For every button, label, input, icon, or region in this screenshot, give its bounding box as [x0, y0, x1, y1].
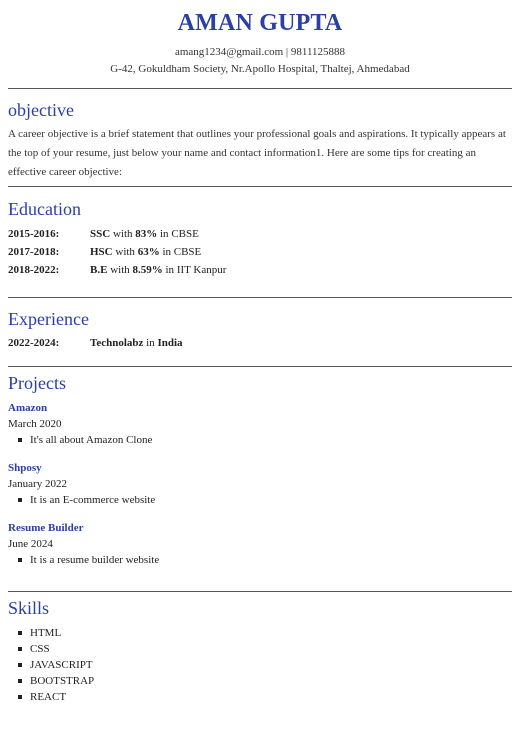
education-row: [8, 261, 512, 279]
education-score: 83%: [135, 228, 158, 240]
phone-text[interactable]: 9811125888: [290, 46, 346, 58]
education-detail: [90, 261, 226, 279]
project-date: January 2022: [8, 478, 67, 490]
skills-section: [8, 597, 512, 705]
experience-detail: [90, 334, 183, 352]
contact-line: [8, 44, 512, 60]
education-in: in: [165, 264, 175, 276]
education-years: 2018-2022:: [8, 264, 60, 276]
projects-section: [8, 372, 512, 568]
section-divider: [8, 366, 512, 367]
education-title: Education: [8, 199, 81, 219]
skill-item: REACT: [8, 689, 512, 705]
project-desc-list: [8, 552, 512, 568]
education-years: 2015-2016:: [8, 228, 60, 240]
education-row: [8, 225, 512, 243]
education-degree: SSC: [90, 228, 111, 240]
experience-section: [8, 308, 512, 352]
education-with: with: [110, 264, 130, 276]
skill-item: CSS: [8, 641, 512, 657]
education-years: 2017-2018:: [8, 246, 60, 258]
experience-location: India: [157, 337, 183, 349]
education-score: 8.59%: [132, 264, 163, 276]
experience-in: in: [146, 337, 155, 349]
email-text[interactable]: amang1234@gmail.com: [174, 46, 284, 58]
projects-title: Projects: [8, 373, 66, 393]
education-with: with: [112, 228, 133, 240]
education-in: in: [162, 246, 171, 258]
objective-text: A career objective is a brief statement that outlines your professional goals and aspirations. It typically appears at the top of your resume, just below your name and contact information1. Here are some tips for creating an effective career objective:: [8, 128, 506, 178]
resume-header: [8, 0, 512, 77]
skills-title: Skills: [8, 598, 50, 618]
project-name: Amazon: [8, 402, 48, 414]
education-institute: CBSE: [171, 228, 199, 240]
section-divider: [8, 591, 512, 592]
project-desc: It is a resume builder website: [8, 552, 512, 568]
objective-section: [8, 99, 512, 182]
skill-item: JAVASCRIPT: [8, 657, 512, 673]
skills-list: [8, 625, 512, 705]
project-name: Shposy: [8, 462, 42, 474]
education-degree: B.E: [90, 264, 108, 276]
candidate-name: AMAN GUPTA: [177, 10, 343, 36]
contact-separator: |: [285, 46, 289, 58]
objective-title: objective: [8, 100, 74, 120]
project-item: [8, 520, 512, 568]
education-in: in: [160, 228, 169, 240]
project-date: June 2024: [8, 538, 53, 550]
section-divider: [8, 186, 512, 187]
project-desc: It is an E-commerce website: [8, 492, 512, 508]
education-section: [8, 198, 512, 279]
experience-row: [8, 334, 512, 352]
section-divider: [8, 297, 512, 298]
project-item: [8, 400, 512, 448]
project-desc-list: [8, 492, 512, 508]
education-score: 63%: [137, 246, 160, 258]
project-item: [8, 460, 512, 508]
experience-years: 2022-2024:: [8, 337, 60, 349]
section-divider: [8, 88, 512, 89]
education-with: with: [115, 246, 135, 258]
education-detail: [90, 225, 199, 243]
address-text: G-42, Gokuldham Society, Nr.Apollo Hospital, Thaltej, Ahmedabad: [110, 63, 410, 75]
education-degree: HSC: [90, 246, 113, 258]
experience-company: Technolabz: [90, 337, 144, 349]
project-desc: It's all about Amazon Clone: [8, 432, 512, 448]
education-institute: CBSE: [173, 246, 202, 258]
education-institute: IIT Kanpur: [176, 264, 227, 276]
project-name: Resume Builder: [8, 522, 84, 534]
skill-item: HTML: [8, 625, 512, 641]
education-row: [8, 243, 512, 261]
project-date: March 2020: [8, 418, 62, 430]
education-detail: [90, 243, 201, 261]
project-desc-list: [8, 432, 512, 448]
experience-title: Experience: [8, 309, 89, 329]
skill-item: BOOTSTRAP: [8, 673, 512, 689]
